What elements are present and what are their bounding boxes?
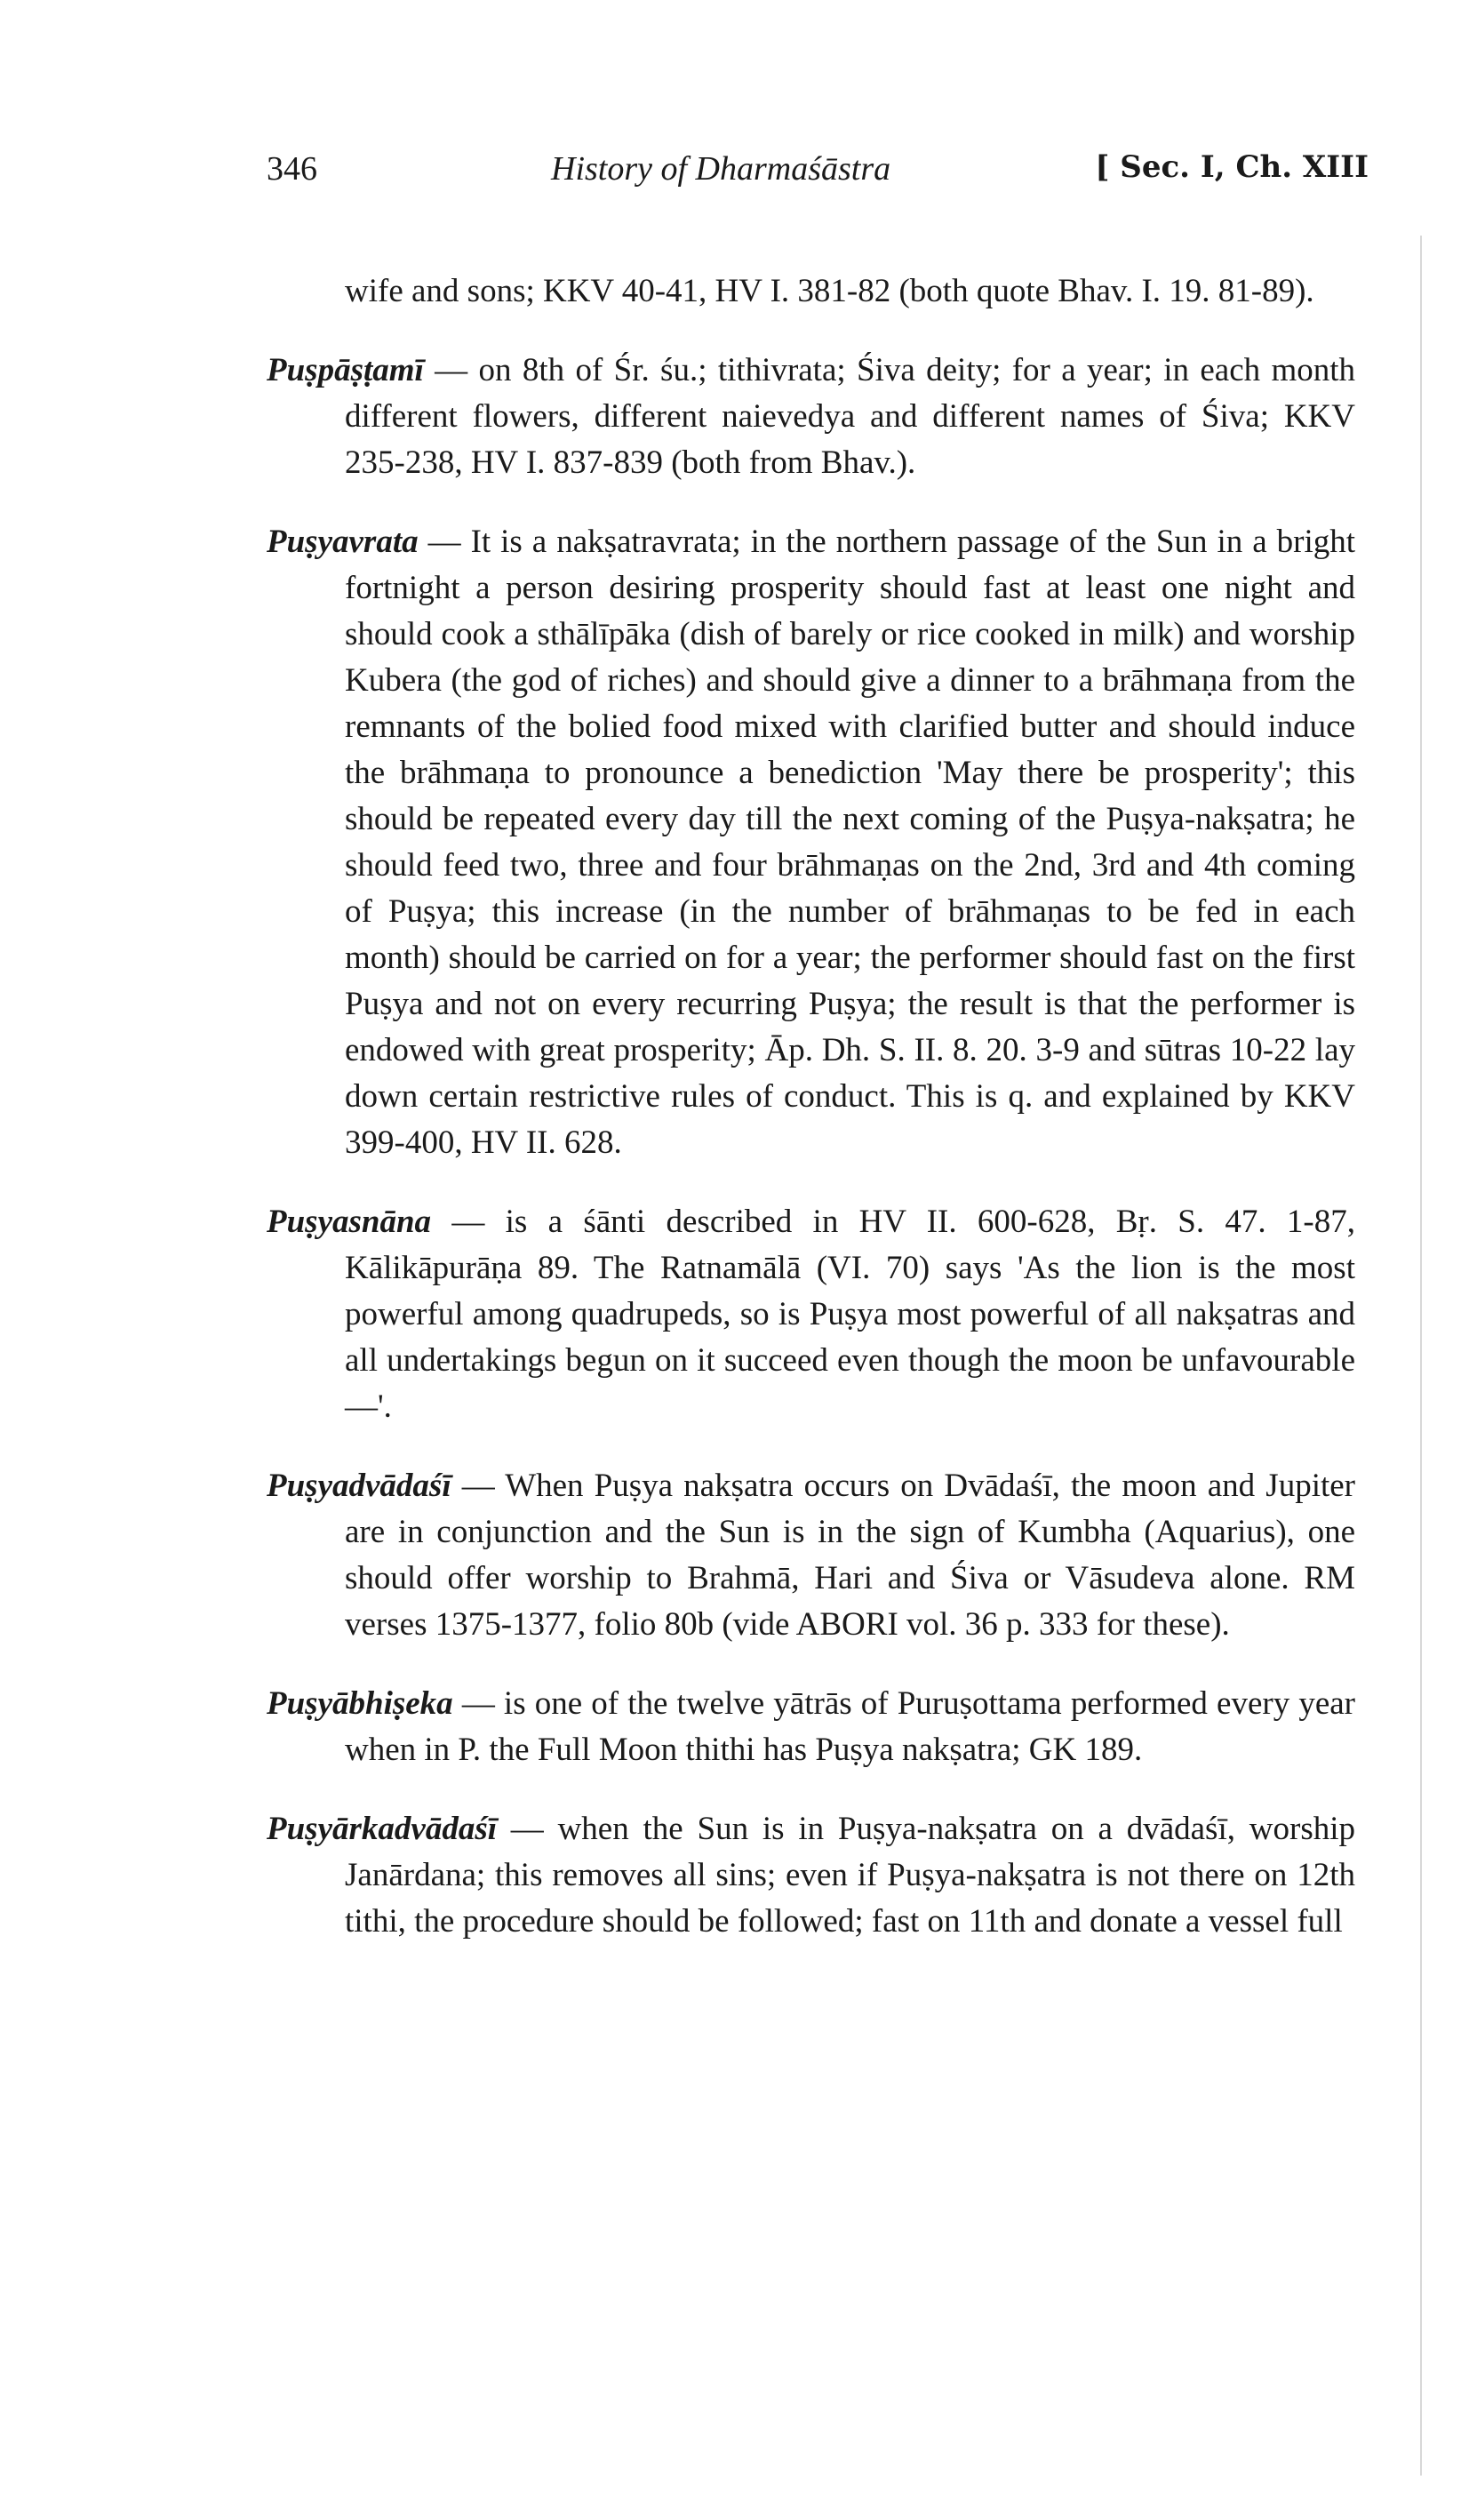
- entry-text: wife and sons; KKV 40-41, HV I. 381-82 (both quote Bhav. I. 19. 81-89).: [345, 273, 1314, 309]
- entry-headword: Puṣpāṣṭamī: [267, 352, 424, 388]
- entry-text: — is a śānti described in HV II. 600-628, Bṛ. S. 47. 1-87, Kālikāpurāṇa 89. The Ratnamālā (VI. 70) says 'As the lion is the most powerful among quadrupeds, so is Puṣya most powerful of all nakṣatras and all undertakings begun on it succeed even though the moon be unfavourable —'.: [345, 1204, 1355, 1425]
- glossary-entries: [267, 236, 1355, 1975]
- section-reference: [ Sec. I, Ch. XIII: [1095, 149, 1369, 185]
- entry-text: — It is a nakṣatravrata; in the northern passage of the Sun in a bright fortnight a person desiring prosperity should fast at least one night and should cook a sthālīpāka (dish of barely or rice cooked in milk) and worship Kubera (the god of riches) and should give a dinner to a brāhmaṇa from the remnants of the bolied food mixed with clarified butter and should induce the brāhmaṇa to pronounce a benediction 'May there be prosperity'; this should be repeated every day till the next coming of the Puṣya-nakṣatra; he should feed two, three and four brāhmaṇas on the 2nd, 3rd and 4th coming of Puṣya; this increase (in the number of brāhmaṇas to be fed in each month) should be carried on for a year; the performer should fast on the first Puṣya and not on every recurring Puṣya; the result is that the performer is endowed with great prosperity; Āp. Dh. S. II. 8. 20. 3-9 and sūtras 10-22 lay down certain restrictive rules of conduct. This is q. and explained by KKV 399-400, HV II. 628.: [345, 524, 1355, 1161]
- entry-text: — on 8th of Śr. śu.; tithivrata; Śiva deity; for a year; in each month different flowers, different naievedya and different names of Śiva; KKV 235-238, HV I. 837-839 (both from Bhav.).: [345, 352, 1356, 481]
- entry-text: — is one of the twelve yātrās of Puruṣottama performed every year when in P. the Full Moon thithi has Puṣya nakṣatra; GK 189.: [345, 1685, 1355, 1768]
- page-header: [267, 149, 1369, 203]
- entry-pusyabhiseka: [267, 1681, 1355, 1773]
- entry-headword: Puṣyavrata: [267, 524, 419, 560]
- page-number: 346: [267, 150, 317, 188]
- entry-puspastami: [267, 348, 1355, 486]
- entry-text: — When Puṣya nakṣatra occurs on Dvādaśī, the moon and Jupiter are in conjunction and the Sun is in the sign of Kumbha (Aquarius), one should offer worship to Brahmā, Hari and Śiva or Vāsudeva alone. RM verses 1375-1377, folio 80b (vide ABORI vol. 36 p. 333 for these).: [345, 1468, 1355, 1643]
- running-title: History of Dharmaśāstra: [551, 150, 891, 188]
- entry-pusyarkadvadasi: [267, 1806, 1355, 1945]
- entry-headword: Puṣyadvādaśī: [267, 1468, 451, 1504]
- entry-headword: Puṣyasnāna: [267, 1204, 432, 1240]
- entry-continuation: [267, 268, 1355, 315]
- entry-pusyasnana: [267, 1199, 1355, 1430]
- entry-text: — when the Sun is in Puṣya-nakṣatra on a dvādaśī, worship Janārdana; this removes all sins; even if Puṣya-nakṣatra is not there on 12th tithi, the procedure should be followed; fast on 11th and donate a vessel full: [345, 1811, 1355, 1940]
- margin-rule: [1420, 236, 1422, 2476]
- entry-headword: Puṣyābhiṣeka: [267, 1685, 453, 1722]
- entry-pusyavrata: [267, 519, 1355, 1166]
- entry-pusyadvadasi: [267, 1463, 1355, 1648]
- entry-headword: Puṣyārkadvādaśī: [267, 1811, 497, 1847]
